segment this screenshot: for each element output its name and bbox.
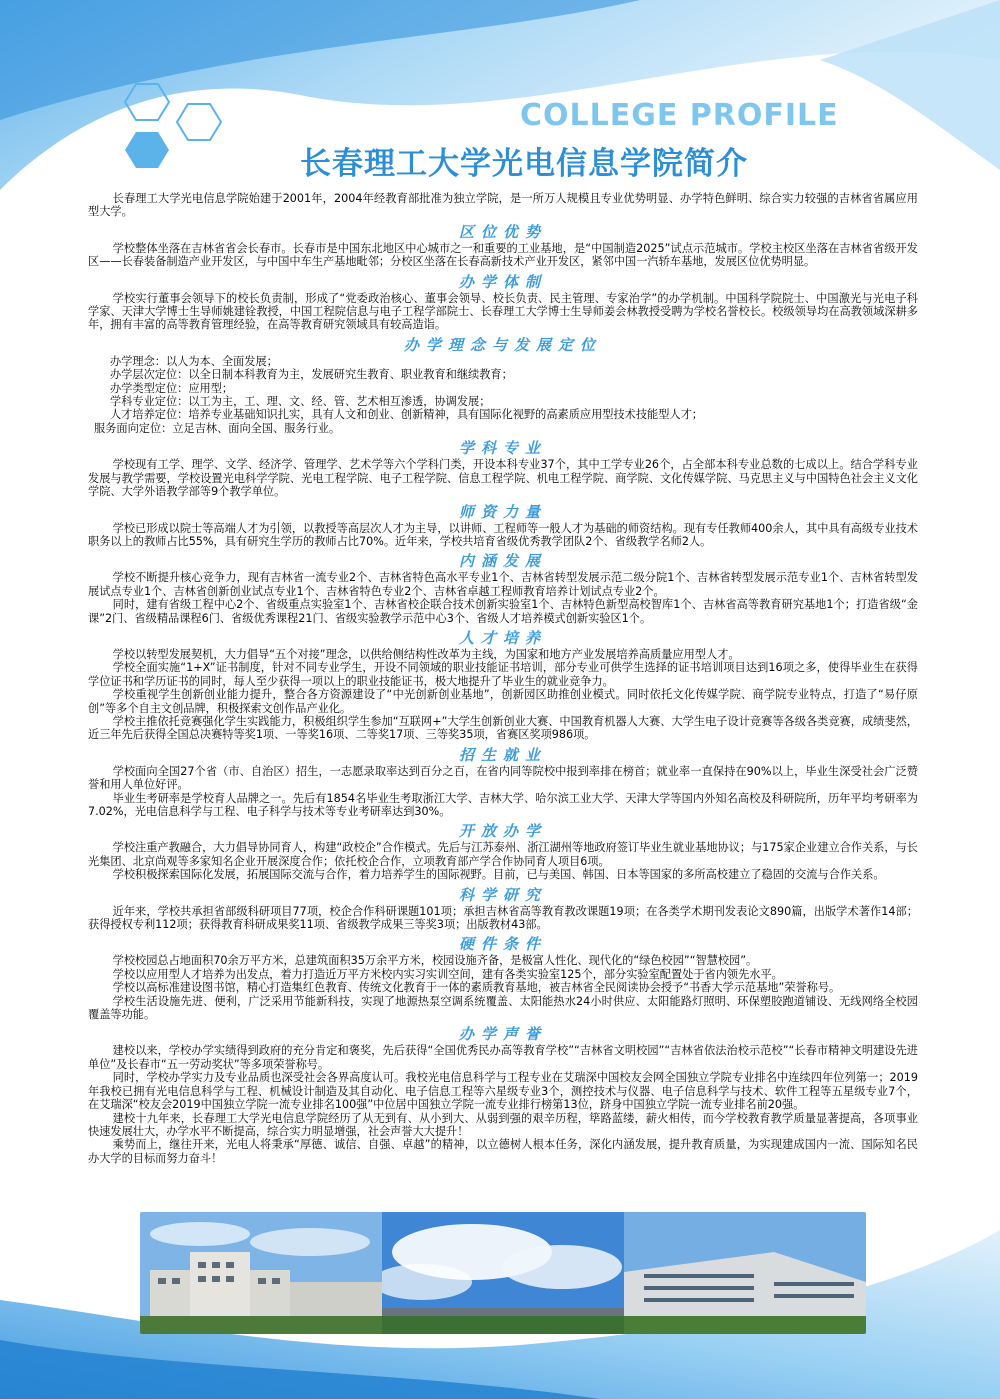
section-paragraph: 学校以高标准建设图书馆，精心打造集红色教育、传统文化教育于一体的素质教育基地，被吉林省全民阅读协会授予“书香大学示范基地”荣誉称号。: [112, 981, 841, 995]
section-title-admission: 招生就业: [458, 745, 547, 764]
section-title-talent: 人才培养: [458, 628, 547, 647]
section-title-development: 内涵发展: [458, 552, 547, 571]
section-paragraph: 建校以来，学校办学实绩得到政府的充分肯定和褒奖，先后获得“全国优秀民办高等教育学校”“吉林省文明校园”“吉林省依法治校示范校”“长春市精神文明建设先进单位”及长春市“五一劳动奖状”等多项荣誉称号。: [88, 1044, 918, 1071]
section-paragraph: 学校校园总占地面积70余万平方米，总建筑面积35万余平方米，校园设施齐备，是极富人性化、现代化的“绿色校园”“智慧校园”。: [112, 954, 758, 968]
section-title-philosophy: 办学理念与发展定位: [403, 335, 602, 354]
positioning-line: 人才培养定位：培养专业基础知识扎实，具有人文和创业、创新精神，具有国际化视野的高素质应用型技术技能型人才；: [110, 408, 703, 422]
section-paragraph: 学校全面实施“1+X”证书制度，针对不同专业学生，开设不同领域的职业技能证书培训，部分专业可供学生选择的证书培训项目达到16项之多，使得毕业生在获得学位证书和学历证书的同时，每人至少获得一项以上的职业技能证书，极大地提升了毕业生的就业竞争力。: [88, 661, 918, 688]
section-title-reputation: 办学声誉: [458, 1025, 547, 1044]
section-paragraph: 乘势而上，继往开来，光电人将秉承“厚德、诚信、自强、卓越”的精神，以立德树人根本任务，深化内涵发展，提升教育质量，为实现建成国内一流、国际知名民办大学的目标而努力奋斗！: [88, 1138, 918, 1165]
section-title-location: 区位优势: [458, 222, 547, 241]
section-title-hardware: 硬件条件: [458, 935, 547, 954]
section-paragraph: 学校主推依托竞赛强化学生实践能力，积极组织学生参加“互联网+”大学生创新创业大赛、中国教育机器人大赛、大学生电子设计竞赛等各级各类竞赛，成绩斐然，近三年先后获得全国总决赛特等奖1项、一等奖16项、二等奖17项、三等奖35项，省赛区奖项986项。: [88, 714, 918, 742]
section-paragraph: 建校十九年来，长春理工大学光电信息学院经历了从无到有、从小到大、从弱到强的艰辛历程，筚路蓝缕，薪火相传，而今学校教育教学质量显著提高，各项事业快速发展壮大，办学水平不断提高，综合实力明显增强，社会声誉大大提升！: [88, 1111, 918, 1138]
section-paragraph: 学校实行董事会领导下的校长负责制，形成了“党委政治核心、董事会领导、校长负责、民主管理、专家治学”的办学机制。中国科学院院士、中国激光与光电子科学家、天津大学博士生导师姚建铨教授，中国工程院信息与电子工程学部院士、长春理工大学博士生导师姜会林教授受聘为学校名誉校长。校级领导均在高教领域深耕多年，拥有丰富的高等教育管理经验，在高等教育研究领域具有较高造诣。: [88, 291, 918, 332]
section-title-disciplines: 学科专业: [458, 439, 547, 458]
page-title: 长春理工大学光电信息学院简介: [300, 146, 748, 182]
positioning-line: 办学类型定位：应用型；: [110, 381, 234, 395]
positioning-line: 服务面向定位：立足吉林、面向全国、服务行业。: [94, 421, 341, 435]
positioning-line: 办学理念：以人为本、全面发展；: [110, 354, 278, 368]
section-paragraph: 学校面向全国27个省（市、自治区）招生，一志愿录取率达到百分之百，在省内同等院校中报到率排在榜首；就业率一直保持在90%以上，毕业生深受社会广泛赞誉和用人单位好评。: [88, 764, 918, 792]
section-title-system: 办学体制: [458, 272, 547, 291]
college-profile-title: COLLEGE PROFILE: [520, 98, 839, 133]
section-paragraph: 学校整体坐落在吉林省省会长春市。长春市是中国东北地区中心城市之一和重要的工业基地，是“中国制造2025”试点示范城市。学校主校区坐落在吉林省省级开发区——长春装备制造产业开发区，与中国中车生产基地毗邻；分校区坐落在长春高新技术产业开发区，紧邻中国一汽轿车基地，发展区位优势明显。: [88, 241, 918, 269]
section-paragraph: 毕业生考研率是学校育人品牌之一。先后有1854名毕业生考取浙江大学、吉林大学、哈尔滨工业大学、天津大学等国内外知名高校及科研院所，历年平均考研率为7.02%，光电信息科学与工程、电子科学与技术等专业考研率达到30%。: [88, 791, 918, 818]
section-title-research: 科学研究: [458, 885, 547, 904]
intro-paragraph: 长春理工大学光电信息学院始建于2001年，2004年经教育部批准为独立学院，是一所万人规模且专业优势明显、办学特色鲜明、综合实力较强的吉林省省属应用型大学。: [88, 192, 918, 219]
section-paragraph: 学校不断提升核心竞争力，现有吉林省一流专业2个、吉林省特色高水平专业1个、吉林省转型发展示范二级分院1个、吉林省转型发展示范专业1个、吉林省转型发展试点专业1个、吉林省创新创业试点专业1个、吉林省特色专业2个、吉林省卓越工程师教育培养计划试点专业2个。: [88, 571, 918, 598]
campus-photo-left: [140, 1212, 382, 1334]
section-title-faculty: 师资力量: [458, 502, 547, 521]
section-paragraph: 学校生活设施先进、便利，广泛采用节能新科技，实现了地源热泵空调系统覆盖、太阳能热水24小时供应、太阳能路灯照明、环保塑胶跑道铺设、无线网络全校园覆盖等功能。: [88, 994, 918, 1022]
section-paragraph: 学校重视学生创新创业能力提升，整合各方资源建设了“中光创新创业基地”，创新园区助推创业模式。同时依托文化传媒学院、商学院专业特点，打造了“易仔原创”等多个自主文创品牌，积极探索文创作品产业化。: [88, 688, 918, 715]
section-title-open: 开放办学: [458, 822, 547, 841]
section-paragraph: 近年来，学校共承担省部级科研项目77项，校企合作科研课题101项；承担吉林省高等教育教改课题19项；在各类学术期刊发表论文890篇，出版学术著作14部；获得授权专利112项；获得教育科研成果奖11项、省级教学成果三等奖3项；出版教材43部。: [88, 904, 918, 932]
campus-photo-strip: [140, 1212, 866, 1334]
section-paragraph: 学校以应用型人才培养为出发点，着力打造近万平方米校内实习实训空间，建有各类实验室125个，部分实验室配置处于省内领先水平。: [112, 967, 783, 981]
section-paragraph: 同时，学校办学实力及专业品质也深受社会各界高度认可。我校光电信息科学与工程专业在艾瑞深中国校友会网全国独立学院专业排名中连续四年位列第一；2019年我校已拥有光电信息科学与工程、机械设计制造及其自动化、电子信息工程等六星级专业3个，测控技术与仪器、电子信息科学与技术、软件工程等五星级专业7个，在艾瑞深“校友会2019中国独立学院一流专业排名100强”中位居中国独立学院一流专业排行榜第13位，跻身中国独立学院一流专业排名前20强。: [88, 1071, 918, 1112]
section-paragraph: 学校以转型发展契机，大力倡导“五个对接”理念，以供给侧结构性改革为主线，为国家和地方产业发展培养高质量应用型人才。: [112, 647, 740, 661]
hexagon-decoration-icon: [118, 82, 228, 182]
campus-photo-middle: [382, 1212, 624, 1334]
section-paragraph: 学校积极探索国际化发展，拓展国际交流与合作，着力培养学生的国际视野。目前，已与美国、韩国、日本等国家的多所高校建立了稳固的交流与合作关系。: [112, 868, 885, 882]
section-paragraph: 学校已形成以院士等高端人才为引领，以教授等高层次人才为主导，以讲师、工程师等一般人才为基础的师资结构。现有专任教师400余人，其中具有高级专业技术职务以上的教师占比55%，具有研究生学历的教师占比70%。近年来，学校共培育省级优秀教学团队2个、省级教学名师2人。: [88, 521, 918, 548]
profile-content: [88, 192, 918, 1165]
positioning-line: 学科专业定位：以工为主，工、理、文、经、管、艺术相互渗透，协调发展；: [110, 395, 491, 409]
campus-photo-right: [624, 1212, 866, 1334]
section-paragraph: 同时，建有省级工程中心2个、省级重点实验室1个、吉林省校企联合技术创新实验室1个、吉林特色新型高校智库1个、吉林省高等教育研究基地1个；打造省级“金课”2门、省级精品课程6门、省级优秀课程21门、省级实验教学示范中心3个、省级人才培养模式创新实验区1个。: [88, 598, 918, 625]
section-paragraph: 学校注重产教融合，大力倡导协同育人，构建“政校企”合作模式。先后与江苏泰州、浙江湖州等地政府签订毕业生就业基地协议；与175家企业建立合作关系，与长光集团、北京尚观等多家知名企业开展深度合作；依托校企合作，立项教育部产学合作协同育人项目6项。: [88, 841, 918, 868]
section-paragraph: 学校现有工学、理学、文学、经济学、管理学、艺术学等六个学科门类，开设本科专业37个，其中工学专业26个，占全部本科专业总数的七成以上。结合学科专业发展与教学需要，学校设置光电科学学院、光电工程学院、电子工程学院、信息工程学院、机电工程学院、商学院、文化传媒学院、马克思主义与中国特色社会主义文化学院、大学外语教学部等9个教学单位。: [88, 458, 918, 499]
positioning-line: 办学层次定位：以全日制本科教育为主，发展研究生教育、职业教育和继续教育；: [110, 368, 513, 382]
